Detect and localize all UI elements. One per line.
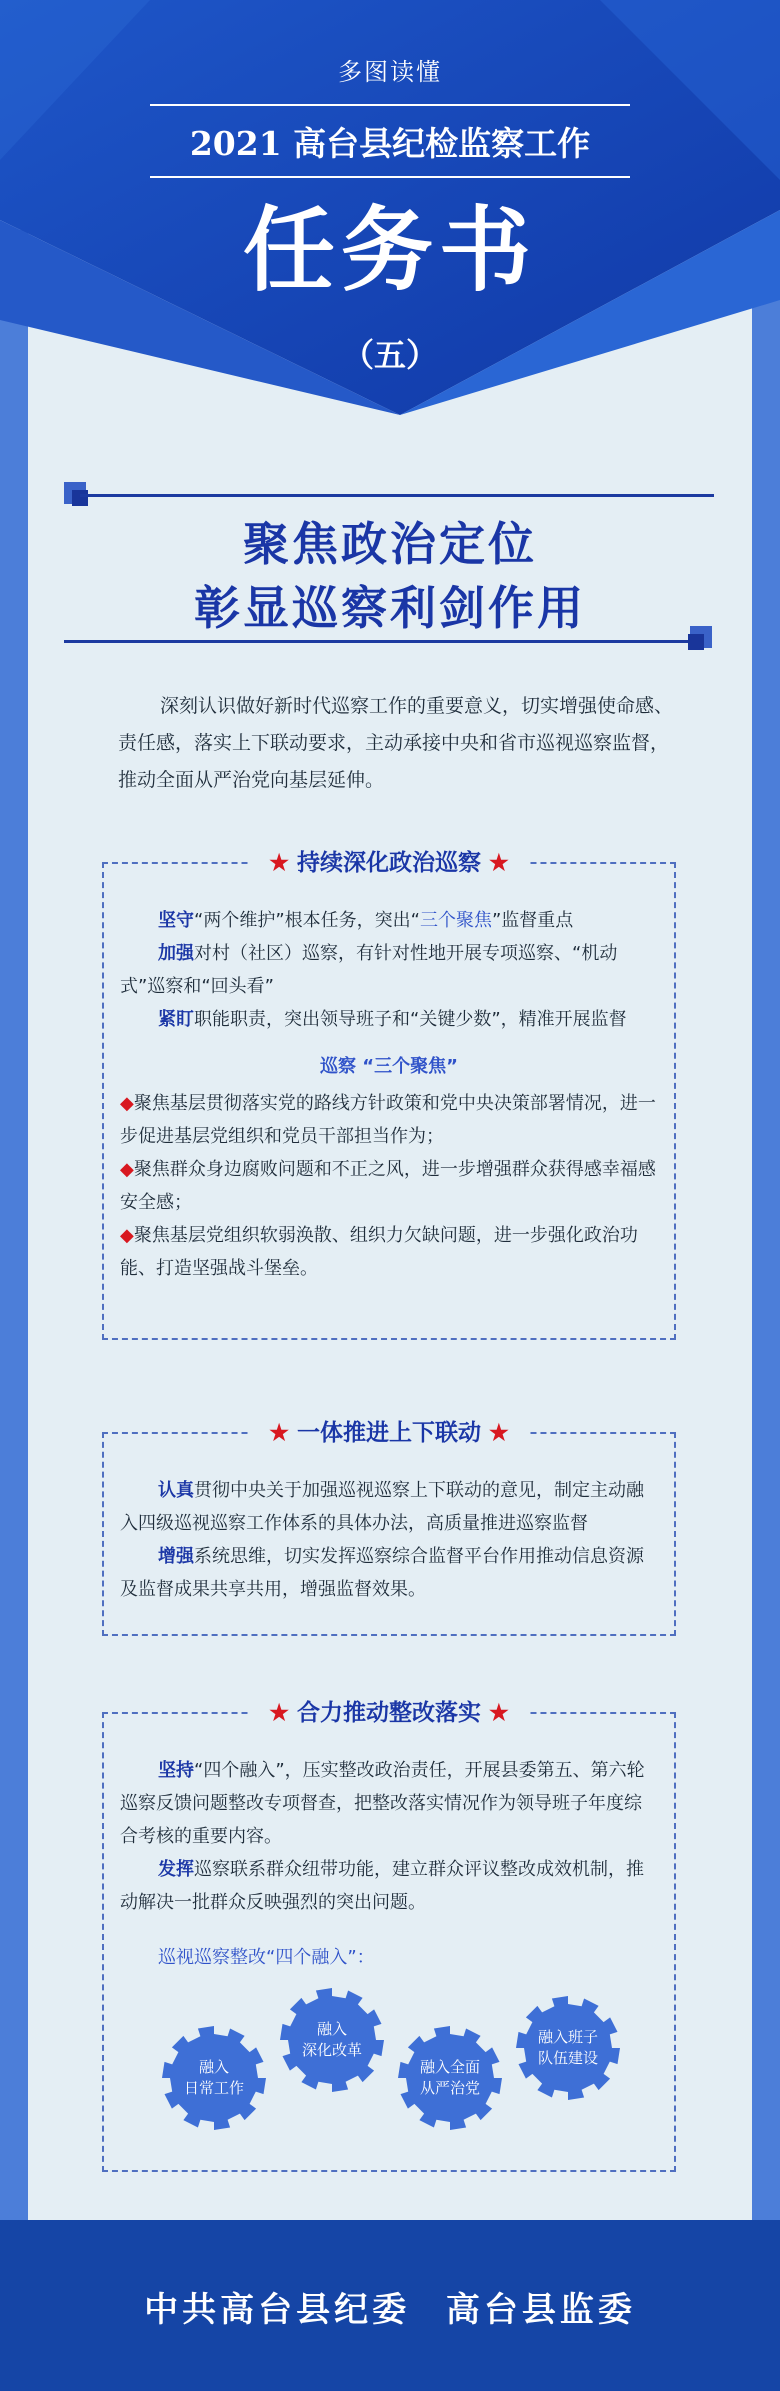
paragraph-text: “两个维护”根本任务，突出“ [194,910,420,931]
section-frame-bottom-line [64,640,698,643]
star-icon: ★ [269,1420,289,1446]
paragraph-text: “四个融入”，压实整改政治责任，开展县委第五、第六轮巡察反馈问题整改专项督查，把整改落实情况作为领导班子年度综合考核的重要内容。 [120,1760,645,1847]
focus-list-item [120,1153,658,1219]
section-title-line-2: 彰显巡察利剑作用 [194,581,586,635]
star-icon: ★ [269,850,289,876]
footer-banner [0,2220,780,2391]
focus-list-item [120,1219,658,1285]
gear-label-line-1: 融入 [198,2058,229,2076]
gear-label-line-2: 队伍建设 [537,2049,598,2067]
focus-list-title: 巡察 “三个聚焦” [320,1056,458,1077]
keyword: 认真 [158,1480,194,1501]
header-divider-top [150,104,630,106]
star-icon: ★ [489,1700,509,1726]
focus-list-item [120,1087,658,1153]
list-item-text: 聚焦群众身边腐败问题和不正之风，进一步增强群众获得感幸福感安全感； [120,1159,656,1213]
gear-party-governance [398,2026,502,2130]
box-rectification [102,1699,676,2172]
gear-label-line-2: 从严治党 [419,2079,480,2097]
keyword: 紧盯 [158,1009,194,1030]
keyword: 坚持 [158,1760,194,1781]
box1-body [104,864,674,1305]
diamond-bullet-icon: ◆ [120,1225,134,1246]
diamond-bullet-icon: ◆ [120,1093,134,1114]
gear-group [120,1988,658,2138]
diamond-bullet-icon: ◆ [120,1159,134,1180]
keyword: 坚守 [158,910,194,931]
decor-square-top-left-inner [72,490,88,506]
box2-paragraph-1 [120,1474,658,1540]
keyword: 加强 [158,943,194,964]
gear-label [162,2026,266,2130]
box1-title: 持续深化政治巡察 [297,849,481,876]
gear-label-line-1: 融入班子 [537,2028,598,2046]
paragraph-text: 职能职责，突出领导班子和“关键少数”，精准开展监督 [194,1009,627,1030]
gear-label-line-2: 日常工作 [183,2079,244,2097]
box2-title: 一体推进上下联动 [297,1419,481,1446]
decor-square-bottom-right-inner [688,634,704,650]
list-item-text: 聚焦基层贯彻落实党的路线方针政策和党中央决策部署情况，进一步促进基层党组织和党员干部担当作为； [120,1093,656,1147]
box2-paragraph-2 [120,1540,658,1606]
box3-paragraph-1 [120,1754,658,1853]
section-frame-top-line [80,494,714,497]
paragraph-text: 系统思维，切实发挥巡察综合监督平台作用推动信息资源及监督成果共享共用，增强监督效果。 [120,1546,644,1600]
box-linkage [102,1419,676,1636]
keyword: 发挥 [158,1859,194,1880]
list-item-text: 聚焦基层党组织软弱涣散、组织力欠缺问题，进一步强化政治功能、打造坚强战斗堡垒。 [120,1225,638,1279]
intro-paragraph: 深刻认识做好新时代巡察工作的重要意义，切实增强使命感、责任感，落实上下联动要求，主动承接中央和省市巡视巡察监督，推动全面从严治党向基层延伸。 [118,695,674,791]
gear-daily-work [162,2026,266,2130]
box3-title: 合力推动整改落实 [297,1699,481,1726]
header-subtitle: 2021 高台县纪检监察工作 [189,124,591,163]
gear-label [280,1988,384,2092]
star-icon: ★ [269,1700,289,1726]
box-deepen-political-inspection [102,849,676,1340]
star-icon: ★ [489,1420,509,1446]
gear-deepen-reform [280,1988,384,2092]
gear-label [516,1996,620,2100]
gear-team-building [516,1996,620,2100]
highlight-three-focus: 三个聚焦 [419,910,492,931]
box1-paragraph-1 [120,904,658,937]
box1-heading [104,844,674,877]
gear-label-line-1: 融入 [316,2020,347,2038]
issue-number: （五） [341,336,438,374]
footer-org-names: 中共高台县纪委 高台县监委 [144,2290,636,2330]
box1-paragraph-3 [120,1003,658,1036]
paragraph-text: ”监督重点 [491,910,574,931]
section-title-line-1: 聚焦政治定位 [243,517,537,571]
box1-paragraph-2 [120,937,658,1003]
header-banner [0,0,780,440]
four-integrations-label: 巡视巡察整改“四个融入”： [158,1947,375,1968]
box2-heading [104,1414,674,1447]
box3-paragraph-2 [120,1853,658,1919]
gear-label-line-1: 融入全面 [419,2058,480,2076]
gear-label-line-2: 深化改革 [301,2041,362,2059]
gear-label [398,2026,502,2130]
paragraph-text: 对村（社区）巡察，有针对性地开展专项巡察、“机动式”巡察和“回头看” [120,943,618,997]
paragraph-text: 贯彻中央关于加强巡视巡察上下联动的意见，制定主动融入四级巡视巡察工作体系的具体办法，高质量推进巡察监督 [120,1480,644,1534]
header-divider-bottom [150,176,630,178]
box3-body [104,1714,674,2158]
star-icon: ★ [489,850,509,876]
keyword: 增强 [158,1546,194,1567]
kicker-text: 多图读懂 [338,58,442,86]
box3-heading [104,1694,674,1727]
page-title: 任务书 [242,197,537,304]
paragraph-text: 巡察联系群众纽带功能，建立群众评议整改成效机制，推动解决一批群众反映强烈的突出问题。 [120,1859,644,1913]
box2-body [104,1434,674,1626]
